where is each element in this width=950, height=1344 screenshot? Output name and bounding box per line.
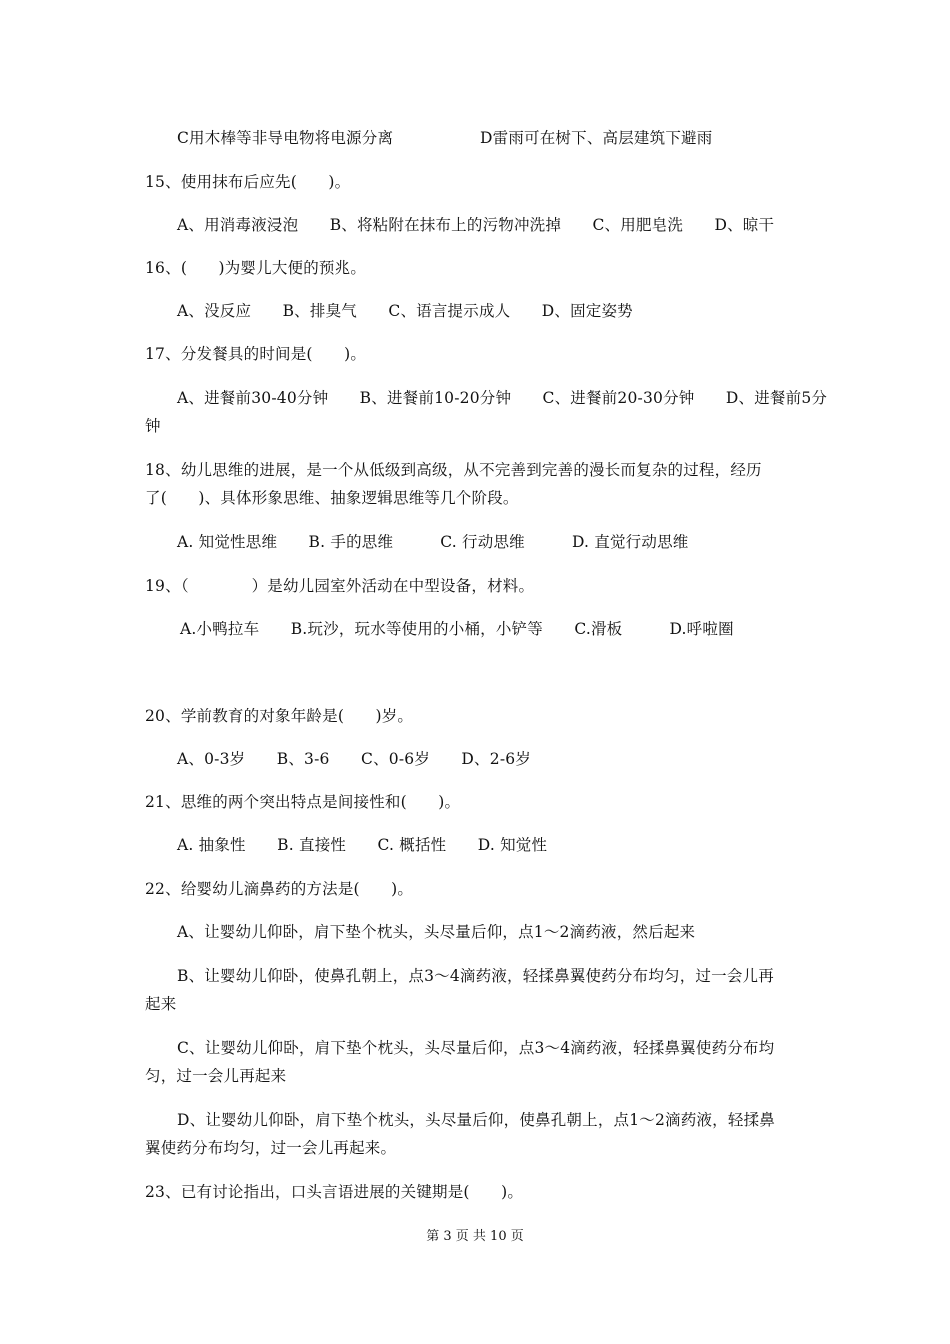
option-c-22: C、让婴幼儿仰卧，肩下垫个枕头，头尽量后仰，点3～4滴药液，轻揉鼻翼使药分布均 — [177, 1039, 775, 1057]
options-21: A. 抽象性 B. 直接性 C. 概括性 D. 知觉性 — [177, 836, 548, 854]
question-17: 17、分发餐具的时间是( )。 — [145, 345, 367, 363]
question-21: 21、思维的两个突出特点是间接性和( )。 — [145, 793, 461, 811]
question-18: 18、幼儿思维的进展，是一个从低级到高级，从不完善到完善的漫长而复杂的过程，经历 — [145, 461, 762, 479]
option-b-22-cont: 起来 — [145, 995, 177, 1013]
question-18-cont: 了( )、具体形象思维、抽象逻辑思维等几个阶段。 — [145, 489, 519, 507]
option-a-22: A、让婴幼儿仰卧，肩下垫个枕头，头尽量后仰，点1～2滴药液，然后起来 — [177, 923, 696, 941]
question-15: 15、使用抹布后应先( )。 — [145, 173, 351, 191]
option-d-22-cont: 翼使药分布均匀，过一会儿再起来。 — [145, 1139, 397, 1157]
option-c-q14: C用木棒等非导电物将电源分离 — [177, 129, 394, 147]
question-19: 19、（ ）是幼儿园室外活动在中型设备，材料。 — [145, 577, 535, 595]
option-c-22-cont: 匀，过一会儿再起来 — [145, 1067, 287, 1085]
question-22: 22、给婴幼儿滴鼻药的方法是( )。 — [145, 880, 414, 898]
question-23: 23、已有讨论指出，口头言语进展的关键期是( )。 — [145, 1183, 524, 1201]
options-17-cont: 钟 — [145, 417, 161, 435]
options-17: A、进餐前30-40分钟 B、进餐前10-20分钟 C、进餐前20-30分钟 D、进餐前5分 — [177, 389, 828, 407]
options-19: A.小鸭拉车 B.玩沙，玩水等使用的小桶，小铲等 C.滑板 D.呼啦圈 — [180, 620, 734, 638]
question-20: 20、学前教育的对象年龄是( )岁。 — [145, 707, 414, 725]
page-footer: 第 3 页 共 10 页 — [426, 1229, 524, 1244]
option-d-22: D、让婴幼儿仰卧，肩下垫个枕头，头尽量后仰，使鼻孔朝上，点1～2滴药液，轻揉鼻 — [177, 1111, 775, 1129]
options-16: A、没反应 B、排臭气 C、语言提示成人 D、固定姿势 — [177, 302, 633, 320]
options-20: A、0-3岁 B、3-6 C、0-6岁 D、2-6岁 — [177, 750, 532, 768]
option-b-22: B、让婴幼儿仰卧，使鼻孔朝上，点3～4滴药液，轻揉鼻翼使药分布均匀，过一会儿再 — [177, 967, 774, 985]
options-15: A、用消毒液浸泡 B、将粘附在抹布上的污物冲洗掉 C、用肥皂洗 D、晾干 — [177, 216, 775, 234]
options-18: A. 知觉性思维 B. 手的思维 C. 行动思维 D. 直觉行动思维 — [177, 533, 689, 551]
question-16: 16、( )为婴儿大便的预兆。 — [145, 259, 367, 277]
option-d-q14: D雷雨可在树下、高层建筑下避雨 — [480, 129, 713, 147]
